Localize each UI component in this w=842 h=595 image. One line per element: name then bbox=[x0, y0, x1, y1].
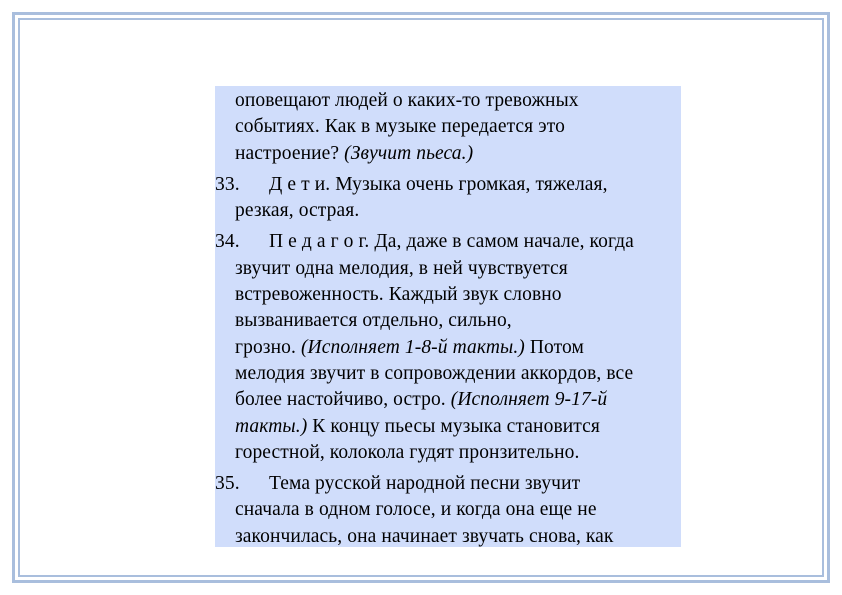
paragraph-number: 35. bbox=[215, 473, 240, 495]
text-line: закончилась, она начинает звучать снова, как bbox=[235, 525, 614, 547]
speaker-name: П е д а г о г. bbox=[269, 231, 370, 253]
paragraph-number: 33. bbox=[215, 173, 240, 195]
text-line bbox=[235, 172, 681, 198]
text-run: более настойчиво, остро. bbox=[235, 389, 451, 411]
text-run: настроение? bbox=[235, 142, 345, 164]
text-line: оповещают людей о каких-то тревожных bbox=[235, 90, 579, 111]
text-run: грозно. bbox=[235, 336, 301, 358]
text-run: К концу пьесы музыка становится bbox=[307, 415, 600, 437]
text-line: мелодия звучит в сопровождении аккордов, все bbox=[235, 362, 634, 384]
text-line: звучит одна мелодия, в ней чувствуется bbox=[235, 257, 568, 279]
stage-direction: (Звучит пьеса.) bbox=[344, 142, 474, 164]
text-run: Музыка очень громкая, тяжелая, bbox=[330, 173, 608, 195]
text-line: резкая, острая. bbox=[235, 200, 360, 222]
text-block bbox=[215, 86, 681, 547]
paragraph-33 bbox=[215, 172, 681, 225]
speaker-name: Д е т и. bbox=[269, 173, 331, 195]
text-run: Потом bbox=[524, 336, 584, 358]
text-line: Тема русской народной песни звучит bbox=[269, 473, 581, 495]
paragraph-34 bbox=[215, 229, 681, 466]
text-run: Да, даже в самом начале, когда bbox=[369, 231, 634, 253]
stage-direction: такты.) bbox=[235, 415, 308, 437]
text-line bbox=[235, 414, 681, 440]
text-line bbox=[235, 335, 681, 361]
text-line: горестной, колокола гудят пронзительно. bbox=[235, 441, 580, 463]
text-line: вызванивается отдельно, сильно, bbox=[235, 310, 512, 332]
stage-direction: (Исполняет 1-8-й такты.) bbox=[300, 336, 525, 358]
text-line bbox=[235, 141, 681, 167]
text-line: встревоженность. Каждый звук словно bbox=[235, 284, 562, 306]
text-line: сначала в одном голосе, и когда она еще не bbox=[235, 499, 597, 521]
text-line: событиях. Как в музыке передается это bbox=[235, 116, 565, 138]
stage-direction: (Исполняет 9-17-й bbox=[450, 389, 608, 411]
text-line bbox=[235, 387, 681, 413]
paragraph-intro bbox=[215, 88, 681, 167]
paragraph-35 bbox=[215, 471, 681, 550]
paragraph-number: 34. bbox=[215, 231, 240, 253]
text-line bbox=[235, 229, 681, 255]
